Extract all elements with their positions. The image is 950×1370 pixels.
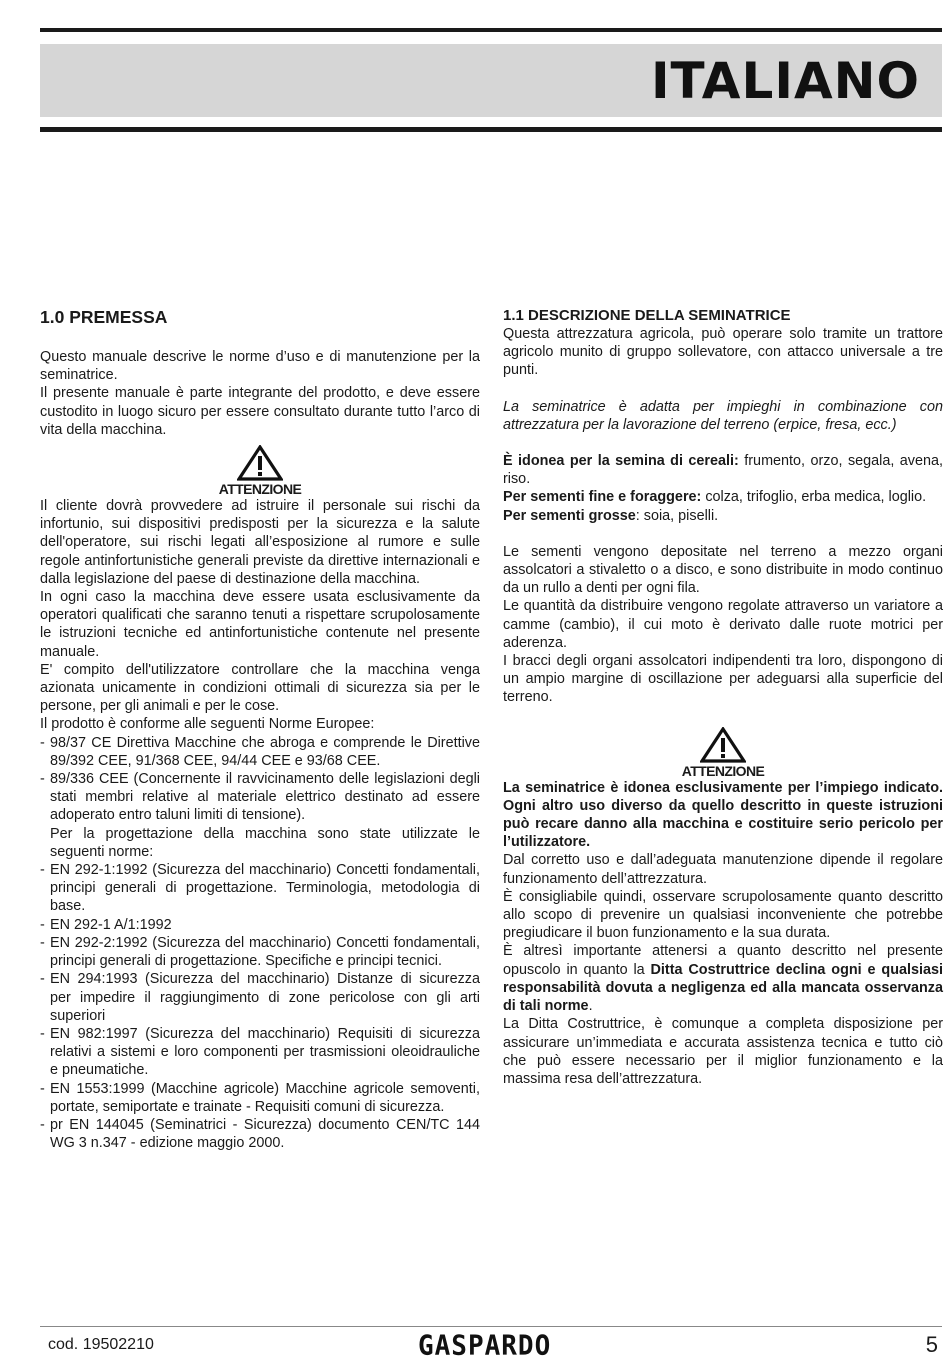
warning-label: ATTENZIONE (681, 762, 765, 779)
text-fine-seeds: colza, trifoglio, erba medica, loglio. (701, 489, 927, 506)
paragraph: Questo manuale descrive le norme d’uso e di manutenzione per la seminatrice. (40, 349, 480, 384)
section-heading-descrizione: 1.1 DESCRIZIONE DELLA SEMINATRICE (503, 307, 791, 324)
warning-label: ATTENZIONE (218, 481, 302, 498)
paragraph-fine-seeds (503, 488, 943, 506)
header-top-rule (40, 28, 942, 32)
language-banner (40, 44, 942, 117)
paragraph: È consigliabile quindi, osservare scrupolosamente quanto descritto allo scopo di prevenire un qualsiasi inconveniente che potrebbe pregiudicare il buon funzionamento e la sua durata. (503, 888, 943, 942)
warning-text: La seminatrice è idonea esclusivamente per l’impiego indicato. Ogni altro uso diverso da quello descritto in queste istruzioni può recare danno alla macchina e costituire serio pericolo per l’utilizzatore. (503, 779, 943, 851)
warning-triangle-icon (237, 445, 283, 481)
paragraph: Il cliente dovrà provvedere ad istruire il personale sui rischi da infortunio, sui dispositivi predisposti per la sicurezza e la salute dell'operatore, sui rischi legati all’esposizione al rumore e sulle regole antinfortunistiche generali previste da direttive internazionali e dalla legislazione del paese di destinazione della macchina. (40, 498, 480, 587)
paragraph-italic: La seminatrice è adatta per impieghi in combinazione con attrezzatura per la lavorazione del terreno (erpice, fresa, ecc.) (503, 398, 943, 433)
list-item: - EN 292-1 A/1:1992 (40, 916, 480, 934)
list-item: - EN 292-2:1992 (Sicurezza del macchinario) Concetti fondamentali, principi generali di progettazione. Specifiche e principi tecnici. (40, 934, 480, 970)
label-fine-seeds: Per sementi fine e foraggere: (503, 489, 702, 506)
paragraph: E' compito dell'utilizzatore controllare che la macchina venga azionata unicamente in condizioni ottimali di sicurezza sia per le persone, per gli animali e per le cose. (40, 661, 480, 715)
paragraph: Le sementi vengono depositate nel terreno a mezzo organi assolcatori a stivaletto o a disco, e sono distribuite in modo continuo da un rullo a denti per ogni fila. (503, 543, 943, 597)
list-item: - EN 1553:1999 (Macchine agricole) Macchine agricole semoventi, portate, semiportate e trainate - Requisiti comuni di sicurezza. (40, 1080, 480, 1116)
paragraph-disclaimer (503, 942, 943, 1015)
page-number: 5 (925, 1332, 938, 1357)
paragraph: Questa attrezzatura agricola, può operare solo tramite un trattore agricolo munito di gruppo sollevatore, con attacco universale a tre punti. (503, 326, 943, 379)
warning-block (40, 445, 480, 497)
label-cereals: È idonea per la semina di cereali: (503, 453, 739, 470)
brand-logo: GASPARDO (418, 1330, 552, 1362)
left-column (40, 306, 480, 1152)
text-big-seeds: : soia, piselli. (635, 507, 719, 524)
text-cereals: frumento, orzo, segala, avena, riso. (503, 453, 943, 488)
list-item: - EN 982:1997 (Sicurezza del macchinario) Requisiti di sicurezza relativi a sistemi e loro componenti per trasmissioni oleoidrauliche e pneumatiche. (40, 1025, 480, 1080)
label-big-seeds: Per sementi grosse (503, 507, 636, 524)
list-item: - EN 294:1993 (Sicurezza del macchinario) Distanze di sicurezza per impedire il raggiungimento di zone pericolose con gli arti superiori (40, 970, 480, 1025)
list-item: - 98/37 CE Direttiva Macchine che abroga e comprende le Direttive 89/392 CEE, 91/368 CEE, 94/44 CEE e 93/68 CEE. (40, 734, 480, 770)
norms-list-b (40, 861, 480, 1152)
paragraph-cereals (503, 452, 943, 488)
section-heading-premessa: 1.0 PREMESSA (40, 307, 168, 327)
right-column (503, 306, 943, 1088)
paragraph: I bracci degli organi assolcatori indipendenti tra loro, dispongono di un ampio margine di oscillazione per adeguarsi alla superficie del terreno. (503, 653, 943, 706)
paragraph: La Ditta Costruttrice, è comunque a completa disposizione per assicurare un’immediata e accurata assistenza tecnica e tutto ciò che può essere necessario per il miglior funzionamento e la massima resa dell’attrezzatura. (503, 1016, 943, 1087)
paragraph: Dal corretto uso e dall’adeguata manutenzione dipende il regolare funzionamento dell’attrezzatura. (503, 852, 943, 887)
disclaimer-bold: Ditta Costruttrice declina ogni e qualsiasi responsabilità dovuta a negligenza ed alla mancata osservanza di tali norme (503, 961, 944, 1015)
paragraph: Per la progettazione della macchina sono state utilizzate le seguenti norme: (50, 825, 480, 860)
warning-block (503, 727, 943, 779)
language-title: ITALIANO (650, 52, 920, 110)
list-item: - EN 292-1:1992 (Sicurezza del macchinario) Concetti fondamentali, principi generali di progettazione. Terminologia, metodologia di base. (40, 861, 480, 916)
paragraph: In ogni caso la macchina deve essere usata esclusivamente da operatori qualificati che saranno tenuti a rispettare scrupolosamente le istruzioni tecniche ed antinfortunistiche contenute nel presente manuale. (40, 589, 480, 660)
text: . (588, 998, 593, 1015)
document-code: cod. 19502210 (48, 1336, 154, 1353)
paragraph: Il prodotto è conforme alle seguenti Norme Europee: (40, 716, 375, 733)
norms-list-a (40, 734, 480, 825)
warning-triangle-icon (700, 727, 746, 763)
footer-rule (40, 1326, 942, 1327)
paragraph-big-seeds (503, 507, 943, 525)
header-bottom-rule (40, 127, 942, 132)
paragraph: Il presente manuale è parte integrante del prodotto, e deve essere custodito in luogo sicuro per essere consultato durante tutto l’arco di vita della macchina. (40, 385, 480, 438)
list-item: - 89/336 CEE (Concernente il ravvicinamento delle legislazioni degli stati membri relative al materiale elettrico destinato ad essere adoperato entro taluni limiti di tensione). (40, 770, 480, 825)
paragraph: Le quantità da distribuire vengono regolate attraverso un variatore a camme (cambio), il cui moto è derivato dalle ruote motrici per aderenza. (503, 598, 943, 651)
text: È altresì importante attenersi a quanto descritto nel presente opuscolo in quanto la (503, 943, 943, 978)
list-item: - pr EN 144045 (Seminatrici - Sicurezza) documento CEN/TC 144 WG 3 n.347 - edizione maggio 2000. (40, 1116, 480, 1152)
